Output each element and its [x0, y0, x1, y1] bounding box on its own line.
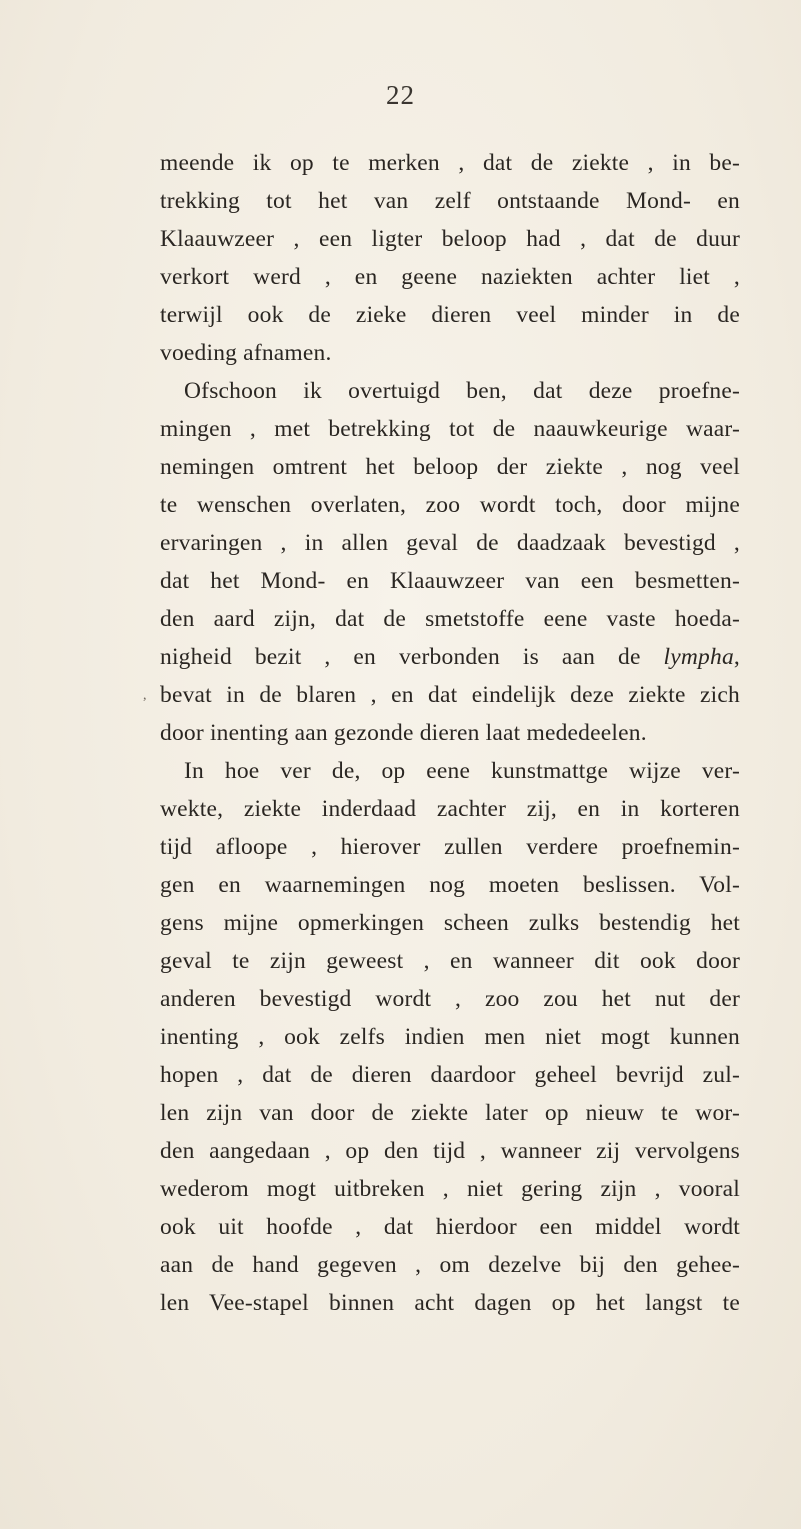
text-line: wederom mogt uitbreken , niet gering zijn , vooral — [160, 1176, 740, 1202]
text-line: den aangedaan , op den tijd , wanneer zij vervolgens — [160, 1138, 740, 1164]
text-line: verkort werd , en geene naziekten achter liet , — [160, 264, 740, 290]
text-fragment: nigheid bezit , en verbonden is aan de — [160, 644, 641, 670]
text-fragment: , — [733, 644, 740, 670]
text-line: te wenschen overlaten, zoo wordt toch, door mijne — [160, 492, 740, 518]
text-line: meende ik op te merken , dat de ziekte , in be- — [160, 150, 740, 176]
text-line: ervaringen , in allen geval de daadzaak bevestigd , — [160, 530, 740, 556]
text-line: In hoe ver de, op eene kunstmattge wijze ver- — [184, 758, 740, 784]
text-line: anderen bevestigd wordt , zoo zou het nut der — [160, 986, 740, 1012]
text-line: len zijn van door de ziekte later op nieuw te wor- — [160, 1100, 740, 1126]
text-line: gens mijne opmerkingen scheen zulks bestendig het — [160, 910, 740, 936]
text-line: door inenting aan gezonde dieren laat mededeelen. — [160, 720, 647, 746]
text-line: hopen , dat de dieren daardoor geheel bevrijd zul- — [160, 1062, 740, 1088]
text-line: tijd afloope , hierover zullen verdere proefnemin- — [160, 834, 740, 860]
text-line: ook uit hoofde , dat hierdoor een middel wordt — [160, 1214, 740, 1240]
page-number: 22 — [386, 80, 415, 110]
text-line: trekking tot het van zelf ontstaande Mond- en — [160, 188, 740, 214]
text-line: Ofschoon ik overtuigd ben, dat deze proefne- — [184, 378, 740, 404]
text-line: wekte, ziekte inderdaad zachter zij, en in korteren — [160, 796, 740, 822]
text-line: dat het Mond- en Klaauwzeer van een besmetten- — [160, 568, 740, 594]
italic-term: lympha — [663, 644, 734, 670]
text-line: aan de hand gegeven , om dezelve bij den gehee- — [160, 1252, 740, 1278]
text-line: Klaauwzeer , een ligter beloop had , dat de duur — [160, 226, 740, 252]
margin-mark: , — [143, 688, 147, 703]
text-line: len Vee-stapel binnen acht dagen op het langst te — [160, 1290, 740, 1316]
text-line: gen en waarnemingen nog moeten beslissen. Vol- — [160, 872, 740, 898]
text-line: voeding afnamen. — [160, 340, 332, 366]
text-line: inenting , ook zelfs indien men niet mogt kunnen — [160, 1024, 740, 1050]
text-line: den aard zijn, dat de smetstoffe eene vaste hoeda- — [160, 606, 740, 632]
body-text — [160, 144, 740, 1322]
text-line: nemingen omtrent het beloop der ziekte , nog veel — [160, 454, 740, 480]
text-line: bevat in de blaren , en dat eindelijk deze ziekte zich — [160, 682, 740, 708]
text-line: geval te zijn geweest , en wanneer dit ook door — [160, 948, 740, 974]
text-line: mingen , met betrekking tot de naauwkeurige waar- — [160, 416, 740, 442]
text-line-with-italic — [160, 638, 740, 676]
text-line: terwijl ook de zieke dieren veel minder in de — [160, 302, 740, 328]
